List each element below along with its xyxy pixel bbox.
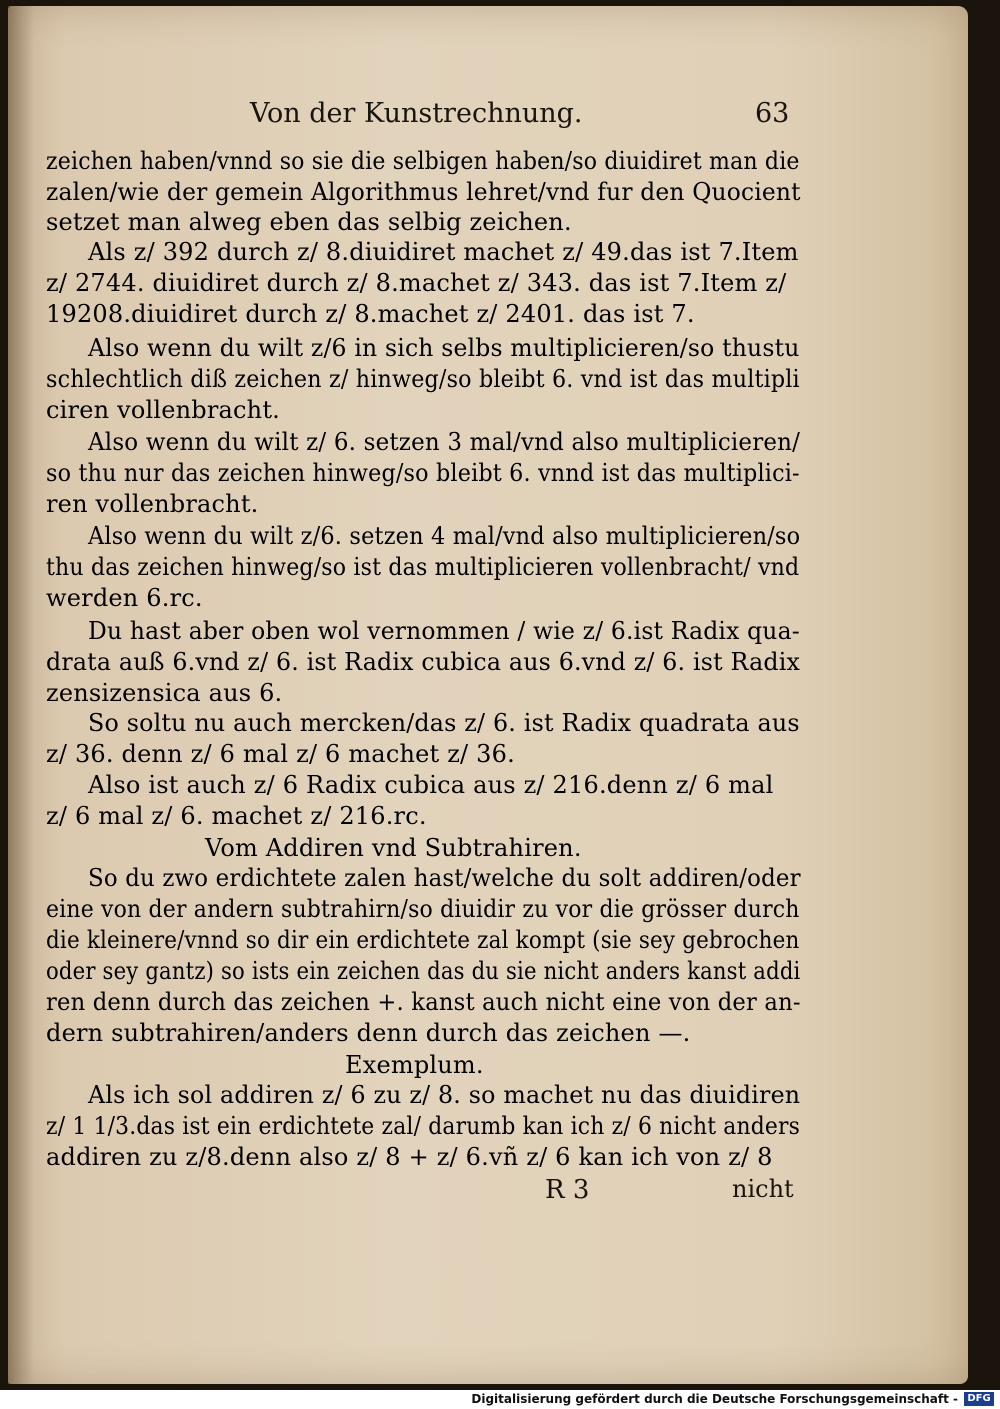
text-line: zalen/wie der gemein Algorithmus lehret/vnd fur den Quocient [46, 178, 801, 206]
text-line: Du hast aber oben wol vernommen / wie z/ 6.ist Radix qua- [88, 617, 800, 645]
text-line: ren denn durch das zeichen +. kanst auch nicht eine von der an- [46, 988, 801, 1016]
text-line: die kleinere/vnnd so dir ein erdichtete zal kompt (sie sey gebrochen [46, 926, 800, 954]
text-line: So soltu nu auch mercken/das z/ 6. ist Radix quadrata aus [88, 709, 800, 737]
text-line: ciren vollenbracht. [46, 396, 281, 424]
text-line: werden 6.rc. [46, 584, 203, 612]
text-line: Also wenn du wilt z/6. setzen 4 mal/vnd also multiplicieren/so [88, 522, 801, 550]
text-line: thu das zeichen hinweg/so ist das multiplicieren vollenbracht/ vnd [46, 553, 800, 581]
text-line: Also wenn du wilt z/6 in sich selbs multiplicieren/so thustu [88, 334, 800, 362]
text-line: ren vollenbracht. [46, 490, 259, 518]
text-line: zeichen haben/vnnd so sie die selbigen haben/so diuidiret man die [46, 147, 800, 175]
text-line: z/ 36. denn z/ 6 mal z/ 6 machet z/ 36. [46, 740, 515, 768]
page-gutter-shadow [8, 6, 34, 1384]
digitization-footer [0, 1390, 1000, 1409]
text-line: Als z/ 392 durch z/ 8.diuidiret machet z/ 49.das ist 7.Item [88, 238, 799, 266]
text-line: So du zwo erdichtete zalen hast/welche du solt addiren/oder [88, 864, 801, 892]
running-head: Von der Kunstrechnung. [250, 98, 583, 129]
text-line: dern subtrahiren/anders denn durch das zeichen —. [46, 1019, 691, 1047]
text-line: z/ 6 mal z/ 6. machet z/ 216.rc. [46, 802, 427, 830]
text-line: setzet man alweg eben das selbig zeichen. [46, 208, 572, 236]
section-heading: Vom Addiren vnd Subtrahiren. [205, 834, 582, 862]
text-line: z/ 2744. diuidiret durch z/ 8.machet z/ 343. das ist 7.Item z/ [46, 269, 787, 297]
text-line: oder sey gantz) so ists ein zeichen das du sie nicht anders kanst addi [46, 957, 801, 985]
text-line: z/ 1 1/3.das ist ein erdichtete zal/ darumb kan ich z/ 6 nicht anders [46, 1112, 801, 1140]
page-number: 63 [755, 98, 790, 129]
text-line: drata auß 6.vnd z/ 6. ist Radix cubica aus 6.vnd z/ 6. ist Radix [46, 648, 801, 676]
example-heading: Exemplum. [345, 1051, 484, 1079]
text-line: eine von der andern subtrahirn/so diuidir zu vor die grösser durch [46, 895, 800, 923]
text-line: 19208.diuidiret durch z/ 8.machet z/ 2401. das ist 7. [46, 300, 695, 328]
text-line: Also wenn du wilt z/ 6. setzen 3 mal/vnd also multiplicieren/ [88, 428, 801, 456]
signature-mark: R 3 [545, 1175, 590, 1205]
dfg-logo-icon: DFG [964, 1392, 994, 1406]
text-line: zensizensica aus 6. [46, 679, 283, 707]
text-line: Also ist auch z/ 6 Radix cubica aus z/ 216.denn z/ 6 mal [88, 771, 774, 799]
text-line: Als ich sol addiren z/ 6 zu z/ 8. so machet nu das diuidiren [88, 1081, 801, 1109]
footer-credit: Digitalisierung gefördert durch die Deutsche Forschungsgemeinschaft - [471, 1392, 958, 1406]
catchword: nicht [732, 1175, 794, 1203]
text-line: addiren zu z/8.denn also z/ 8 + z/ 6.vñ z/ 6 kan ich von z/ 8 [46, 1143, 773, 1171]
text-line: so thu nur das zeichen hinweg/so bleibt 6. vnnd ist das multiplici- [46, 459, 800, 487]
text-line: schlechtlich diß zeichen z/ hinweg/so bleibt 6. vnd ist das multipli [46, 365, 800, 393]
